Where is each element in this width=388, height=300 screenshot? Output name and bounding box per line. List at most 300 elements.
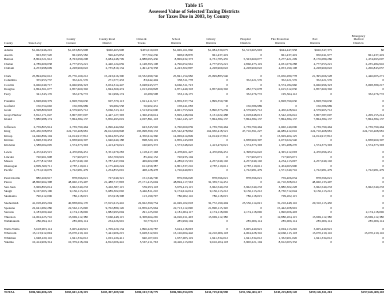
value-cell: 3,684,248,709 <box>105 57 124 61</box>
value-cell: 2,735,819,134 <box>105 66 124 70</box>
value-cell: $660,463,908 <box>106 48 124 52</box>
value-cell: 3,962,540,233 <box>243 184 262 189</box>
value-cell: 4,253,998,609 <box>33 66 52 70</box>
value-cell: 13,969,112,380 <box>208 214 228 219</box>
value-cell: 0 <box>382 163 384 168</box>
value-cell: 22,922,390,754 <box>138 201 158 205</box>
value-cell: 113,199,707 <box>142 193 158 198</box>
column-header: State Levy <box>28 40 42 45</box>
value-cell: 3,880,302,228 <box>278 184 297 189</box>
county-name: Clallam <box>4 66 15 70</box>
value-cell: 717,963,071 <box>246 154 262 159</box>
value-cell: 3,807,587,007 <box>69 112 88 117</box>
value-cell: 559,953,118 <box>142 184 158 189</box>
value-cell: 1,722,981,479 <box>69 168 88 172</box>
value-cell: 1,001,226,411 <box>105 235 124 240</box>
value-cell: 1,940,640,188 <box>105 138 124 142</box>
value-cell: 0 <box>382 108 384 112</box>
value-cell: 0 <box>260 73 262 78</box>
value-cell: 0 <box>382 235 384 240</box>
value-cell: 4,053,190,108 <box>278 66 297 70</box>
value-cell: 1,254,853,001 <box>105 168 124 172</box>
value-cell: 3,446,811,210 <box>139 189 158 193</box>
value-cell: 1,941,334,012 <box>313 235 332 240</box>
value-cell: 156,554,692 <box>36 103 52 108</box>
value-cell: 3,829,148,004 <box>174 112 193 117</box>
value-cell: 878,596,021 <box>212 175 228 180</box>
value-cell: 1,941,334,012 <box>209 235 228 240</box>
value-cell: $586,906,554,876 <box>169 290 193 294</box>
value-cell: 0 <box>226 226 228 231</box>
value-cell: 4,579,965,712 <box>313 108 332 112</box>
value-cell: 158,241,083 <box>177 103 193 108</box>
value-cell: 3,048,943,577 <box>139 82 158 87</box>
value-cell: 5,628,312,901 <box>139 231 158 235</box>
county-name: Whitman <box>4 235 16 240</box>
value-cell: 4,365,212,093 <box>278 150 297 154</box>
value-cell: 8,763,099,208 <box>69 57 88 61</box>
value-cell: 2,183,000,442 <box>33 210 52 214</box>
county-name: Garfield <box>4 103 15 108</box>
value-cell: 7,864,384,137 <box>243 117 262 121</box>
value-cell: 1,513,652,600 <box>139 108 158 112</box>
value-cell: 0 <box>382 226 384 231</box>
value-cell: 4,277,812,563 <box>33 159 52 163</box>
value-cell: 4,796,052,961 <box>174 61 193 66</box>
value-cell: 10,426,113,002 <box>173 240 193 244</box>
value-cell: 1,118,417,168 <box>139 150 158 154</box>
value-cell: 2,828,790,630 <box>313 99 332 103</box>
value-cell: 12,880,204,115 <box>277 214 297 219</box>
county-name: Yakima <box>4 240 14 244</box>
value-cell: 6,666,311,723 <box>174 82 193 87</box>
value-cell: 2,860,475,119 <box>243 61 262 66</box>
value-cell: 720,961,908 <box>36 154 52 159</box>
value-cell: 4,257,049,102 <box>243 159 262 163</box>
value-cell: 0 <box>330 205 332 210</box>
value-cell: 0 <box>226 138 228 142</box>
value-cell: 291,125,002 <box>142 210 158 214</box>
table-heading: Assessed Value of Selected Taxing Districts <box>148 9 240 15</box>
county-name: Chelan <box>4 61 14 66</box>
value-cell: 0 <box>382 150 384 154</box>
column-header: County Current <box>66 37 76 45</box>
value-cell: 4,470,096,451 <box>69 150 88 154</box>
value-cell: 6,666,049,717 <box>33 82 52 87</box>
value-cell: 2,739,790,464 <box>243 124 262 129</box>
value-cell: 31,210,448,116 <box>277 201 297 205</box>
value-cell: 3,605,440,921 <box>69 226 88 231</box>
value-cell: 14,014,917,812 <box>68 133 88 138</box>
value-cell: 285,990,104 <box>177 219 193 223</box>
value-cell: 786,118,015 <box>246 193 262 198</box>
value-cell: 0 <box>260 99 262 103</box>
value-cell: 225,542,478,862 <box>171 129 193 133</box>
value-cell: 14,014,917,812 <box>312 133 332 138</box>
column-header: Fire Protection Districts <box>271 37 289 45</box>
county-name: Stevens <box>4 210 14 214</box>
value-cell: 898,320,119 <box>142 138 158 142</box>
value-cell: 13,969,112,380 <box>364 214 384 219</box>
value-cell: 20,310,115,430 <box>312 201 332 205</box>
value-cell: 1,844,369,474 <box>105 87 124 91</box>
value-cell: 4,472,643,515 <box>33 150 52 154</box>
county-name: Pierce <box>4 180 12 184</box>
value-cell: 12,660,115,118 <box>277 231 297 235</box>
value-cell: 224,710,468,981 <box>66 129 88 133</box>
value-cell: 2,018,648,013 <box>243 112 262 117</box>
value-cell: 4,777,053,221 <box>209 61 228 66</box>
value-cell: 9,702,889,126 <box>105 205 124 210</box>
value-cell: 940,107,601 <box>142 235 158 240</box>
value-cell: 8,730,712,044 <box>278 189 297 193</box>
value-cell: 2,235,484,916 <box>365 61 384 66</box>
value-cell: 4,789,609,038 <box>33 61 52 66</box>
value-cell: 1,013,290,828 <box>139 87 158 91</box>
county-name: Clark <box>4 73 12 78</box>
value-cell: $1,084,330,675 <box>208 48 228 52</box>
value-cell: 1,957,005,119 <box>174 235 193 240</box>
value-cell: 963,397,520 <box>36 52 52 57</box>
value-cell: 961,437,419 <box>368 52 384 57</box>
county-name: Thurston <box>4 214 16 219</box>
county-name: Benton <box>4 57 14 61</box>
value-cell: 3,351,679,283 <box>105 150 124 154</box>
table-total-row <box>4 289 384 295</box>
value-cell: 879,596,020 <box>177 175 193 180</box>
value-cell: 9,174,614,014 <box>174 189 193 193</box>
value-cell: 2,174,118,006 <box>209 210 228 214</box>
value-cell: 0 <box>330 91 332 96</box>
value-cell: 1,726,640,815 <box>174 168 193 172</box>
value-cell: 1,360,459,614 <box>139 112 158 117</box>
row-group <box>4 201 384 224</box>
county-name: Whatcom <box>4 231 17 235</box>
value-cell: 7,864,384,137 <box>278 117 297 121</box>
value-cell: 2,660,140,006 <box>278 124 297 129</box>
table-row <box>4 168 384 173</box>
column-header: School Districts <box>170 37 182 45</box>
value-cell: 333,116,175 <box>177 91 193 96</box>
value-cell: 4,289,013,591 <box>174 159 193 163</box>
value-cell: 907,379,113 <box>108 99 124 103</box>
value-cell: 377,762,236 <box>142 52 158 57</box>
value-cell: 32,339,714,451 <box>208 180 228 184</box>
value-cell: 3,618,903,114 <box>33 226 52 231</box>
value-cell: 2,174,118,006 <box>365 210 384 214</box>
value-cell: 9,167,063,196 <box>33 189 52 193</box>
value-cell: 10,379,218,204 <box>68 240 88 244</box>
value-cell: 950,041,977 <box>316 52 332 57</box>
value-cell: 13,070,219,116 <box>312 231 332 235</box>
value-cell: 355,953,737 <box>36 78 52 82</box>
value-cell: 4,228,969,022 <box>69 66 88 70</box>
value-cell: 3,962,540,233 <box>365 184 384 189</box>
value-cell: 4,478,601,427 <box>174 150 193 154</box>
table-number: Table 15 <box>184 4 203 9</box>
value-cell: 1,209,155,214 <box>365 112 384 117</box>
value-cell: 0 <box>260 205 262 210</box>
value-cell: 0 <box>382 180 384 184</box>
value-cell: 14,026,011,403 <box>173 214 193 219</box>
value-cell: 3,787,447,004 <box>105 159 124 163</box>
table-title <box>0 4 388 21</box>
value-cell: 50,779,213 <box>143 219 158 223</box>
value-cell: 961,995,582 <box>72 52 88 57</box>
value-cell: $583,601,128,319 <box>64 290 88 294</box>
value-cell: 22,641,682,286 <box>32 205 52 210</box>
value-cell: 643,345,502 <box>142 124 158 129</box>
value-cell: 2,857,660,302 <box>209 87 228 91</box>
value-cell: 3,624,118,003 <box>174 226 193 231</box>
value-cell: 10,532,699,746 <box>138 73 158 78</box>
value-cell: 878,596,021 <box>246 175 262 180</box>
value-cell: 224,710,468,981 <box>362 129 384 133</box>
value-cell: 41,049,102,018 <box>173 201 193 205</box>
value-cell: 1,574,373,393 <box>313 142 332 147</box>
value-cell: 2,838,960,307 <box>365 138 384 142</box>
value-cell: 1,990,006,403 <box>278 210 297 214</box>
value-cell: 3,900,221,104 <box>243 240 262 244</box>
value-cell: 0 <box>260 133 262 138</box>
value-cell: 0 <box>330 193 332 198</box>
value-cell: 156,586,989 <box>246 103 262 108</box>
value-cell: 4,228,969,022 <box>313 66 332 70</box>
table-row <box>4 92 384 97</box>
value-cell: $345,225,809,128 <box>273 290 297 294</box>
value-cell: 4,257,049,102 <box>69 159 88 163</box>
value-cell: 285,006,114 <box>316 219 332 223</box>
value-cell: 2,007,891,118 <box>139 117 158 121</box>
value-cell: 4,812,006,441 <box>105 240 124 244</box>
value-cell: 285,006,114 <box>281 219 297 223</box>
value-cell: 32,772,190,404 <box>208 201 228 205</box>
value-cell: 9,136,113,212 <box>243 189 262 193</box>
value-cell: 4,234,113,007 <box>278 159 297 163</box>
value-cell: 9,136,113,212 <box>209 189 228 193</box>
value-cell: 6,666,996,323 <box>69 82 88 87</box>
value-cell: 880,269,917 <box>36 175 52 180</box>
county-name: Jefferson <box>4 124 16 129</box>
value-cell: 341,343,176 <box>36 91 52 96</box>
value-cell: $626,347,375 <box>314 48 332 52</box>
value-cell: 25,894,092,612 <box>32 73 52 78</box>
value-cell: 2,859,143,093 <box>174 138 193 142</box>
value-cell: 1,722,981,479 <box>365 168 384 172</box>
value-cell: 41,018,493,204 <box>32 201 52 205</box>
value-cell: 332,276,772 <box>246 91 262 96</box>
value-cell: 14,069,614,849 <box>173 133 193 138</box>
value-cell: 717,963,071 <box>72 154 88 159</box>
value-cell: 9,136,113,212 <box>313 189 332 193</box>
value-cell: 7,864,384,137 <box>209 117 228 121</box>
value-cell: 1,574,373,393 <box>69 142 88 147</box>
value-cell: 13,070,219,116 <box>364 231 384 235</box>
county-name: Pacific <box>4 168 13 172</box>
value-cell: 878,596,021 <box>72 175 88 180</box>
value-cell: 2,739,790,464 <box>209 124 228 129</box>
value-cell: $1,669,161,860 <box>173 48 193 52</box>
value-cell: 0 <box>382 159 384 163</box>
value-cell: 2,148,393,108 <box>139 61 158 66</box>
value-cell: 961,437,419 <box>212 52 228 57</box>
value-cell: 0 <box>330 240 332 244</box>
county-name: San Juan <box>4 184 16 189</box>
county-name: Adams <box>4 48 14 52</box>
county-name: Snohomish <box>4 201 19 205</box>
value-cell: 1,206,843,057 <box>365 66 384 70</box>
value-cell: 47,716,391,227 <box>242 129 262 133</box>
value-cell: 48,660,133,497 <box>312 180 332 184</box>
value-cell: $380,103,718,779 <box>134 290 158 294</box>
value-cell: 286,094,112 <box>36 219 52 223</box>
value-cell: 27,171,415,604 <box>138 180 158 184</box>
county-name: Kittitas <box>4 138 14 142</box>
value-cell: 271,577,433 <box>108 78 124 82</box>
value-cell: 1,941,334,012 <box>243 235 262 240</box>
value-cell: 2,848,330,453 <box>33 138 52 142</box>
value-cell: 13,113,912,004 <box>32 231 52 235</box>
value-cell: 358,311,778 <box>177 78 193 82</box>
value-cell: 15,442,208,901 <box>277 205 297 210</box>
value-cell: 234,226,901 <box>108 219 124 223</box>
value-cell: 14,046,896,104 <box>32 133 52 138</box>
value-cell: 2,857,660,302 <box>313 87 332 91</box>
value-cell: 25,841,154,982 <box>173 73 193 78</box>
value-cell: 3,969,893,014 <box>33 184 52 189</box>
value-cell: 285,006,114 <box>72 219 88 223</box>
row-group <box>4 150 384 173</box>
value-cell: 0 <box>382 133 384 138</box>
value-cell: 224,710,468,981 <box>310 129 332 133</box>
value-cell: 4,257,049,102 <box>313 159 332 163</box>
county-name: Grant <box>4 108 12 112</box>
value-cell: 0 <box>382 193 384 198</box>
value-cell: 4,601,753,924 <box>174 108 193 112</box>
value-cell: 25,776,169,212 <box>68 73 88 78</box>
county-name: Spokane <box>4 205 15 210</box>
value-cell: 0 <box>382 201 384 205</box>
value-cell: 7,942,145,127 <box>174 117 193 121</box>
value-cell: $1,633,863,998 <box>68 48 88 52</box>
column-header: Hospital Districts <box>240 37 251 45</box>
table-row <box>4 143 384 148</box>
county-name: Skagit <box>4 189 13 193</box>
value-cell: 4,350,614,360 <box>139 133 158 138</box>
column-header: Library Districts <box>205 37 217 45</box>
value-cell: 1,948,220,116 <box>33 235 52 240</box>
value-cell: 1,446,005,271 <box>365 73 384 78</box>
value-cell: 15,243,616,300 <box>104 73 124 78</box>
value-cell: 14,004,225,716 <box>32 214 52 219</box>
value-cell: 4,777,053,221 <box>69 61 88 66</box>
value-cell: 720,935,104 <box>177 154 193 159</box>
value-cell: 4,888,095,436 <box>139 57 158 61</box>
value-cell: 2,447,127,393 <box>105 112 124 117</box>
county-name: Mason <box>4 159 13 163</box>
value-cell: 5,563,660,077 <box>243 57 262 61</box>
value-cell: $1,513,665,993 <box>242 48 262 52</box>
value-cell: 2,175,460,224 <box>105 163 124 168</box>
value-cell: 0 <box>382 154 384 159</box>
value-cell: 21,395,066,528 <box>312 73 332 78</box>
value-cell: 3,402,587,115 <box>105 184 124 189</box>
value-cell: 352,221,576 <box>246 78 262 82</box>
value-cell: 13,070,219,116 <box>68 231 88 235</box>
value-cell: 0 <box>226 154 228 159</box>
value-cell: 332,276,772 <box>72 91 88 96</box>
value-cell: 25,099,883,546 <box>208 73 228 78</box>
value-cell: 12,210,006,118 <box>208 231 228 235</box>
value-cell: 0 <box>382 87 384 91</box>
value-cell: 2,398,054,622 <box>243 150 262 154</box>
county-name: Columbia <box>4 78 17 82</box>
value-cell: 7,880,988,174 <box>33 117 52 121</box>
table-body <box>4 48 384 248</box>
value-cell: 48,894,117,563 <box>173 180 193 184</box>
value-cell: 1,335,488,270 <box>278 142 297 147</box>
value-cell: 4,777,053,221 <box>313 61 332 66</box>
value-cell: 83,642,404 <box>143 78 158 82</box>
value-cell: $0 <box>380 48 384 52</box>
value-cell: $644,447,958 <box>279 48 297 52</box>
value-cell: 3,068,389,217 <box>365 82 384 87</box>
county-name: Wahkiakum <box>4 219 20 223</box>
value-cell: 4,257,049,102 <box>209 159 228 163</box>
value-cell: 0 <box>382 175 384 180</box>
table-row <box>4 219 384 224</box>
value-cell: 0 <box>382 78 384 82</box>
value-cell: 160,903,372 <box>142 142 158 147</box>
value-cell: 759,406,034 <box>281 175 297 180</box>
value-cell: 611,659,387 <box>142 163 158 168</box>
value-cell: 164,930,418,521 <box>206 129 228 133</box>
county-name: Ferry <box>4 91 11 96</box>
value-cell: 2,871,449,318 <box>174 87 193 91</box>
value-cell: 3,654,314,447 <box>105 82 124 87</box>
value-cell: 9,664,303,452 <box>105 133 124 138</box>
value-cell: 0 <box>226 168 228 172</box>
value-cell: 4,243,302,897 <box>174 66 193 70</box>
value-cell: 3,277,421,209 <box>278 57 297 61</box>
county-name: Grays Harbor <box>4 112 22 117</box>
value-cell: $203,497,409,540 <box>100 290 124 294</box>
value-cell: 6,574,184,960 <box>278 82 297 87</box>
value-cell: 21,890,115,320 <box>208 205 228 210</box>
value-cell: 2,739,790,464 <box>365 124 384 129</box>
value-cell: 790,212,006 <box>36 193 52 198</box>
value-cell: 468,128,478 <box>142 168 158 172</box>
value-cell: 6,731,785,455 <box>209 57 228 61</box>
table-row <box>4 240 384 245</box>
county-name: Okanogan <box>4 163 18 168</box>
value-cell: 282,772,678 <box>246 87 262 91</box>
value-cell: 0 <box>382 189 384 193</box>
value-cell: 709,202,115 <box>281 193 297 198</box>
value-cell: 29,612,069,848 <box>104 129 124 133</box>
value-cell: 2,739,790,464 <box>69 124 88 129</box>
value-cell: 352,221,576 <box>281 78 297 82</box>
value-cell: 2,615,512,030 <box>278 87 297 91</box>
row-group <box>4 48 384 71</box>
value-cell: 0 <box>260 180 262 184</box>
value-cell: 4,031,079,288 <box>278 61 297 66</box>
value-cell: 7,864,384,137 <box>313 117 332 121</box>
value-cell: 2,739,790,464 <box>313 124 332 129</box>
value-cell: 14,014,917,812 <box>208 133 228 138</box>
county-name: King <box>4 129 11 133</box>
column-header: Emergency Medical Districts <box>351 34 366 45</box>
